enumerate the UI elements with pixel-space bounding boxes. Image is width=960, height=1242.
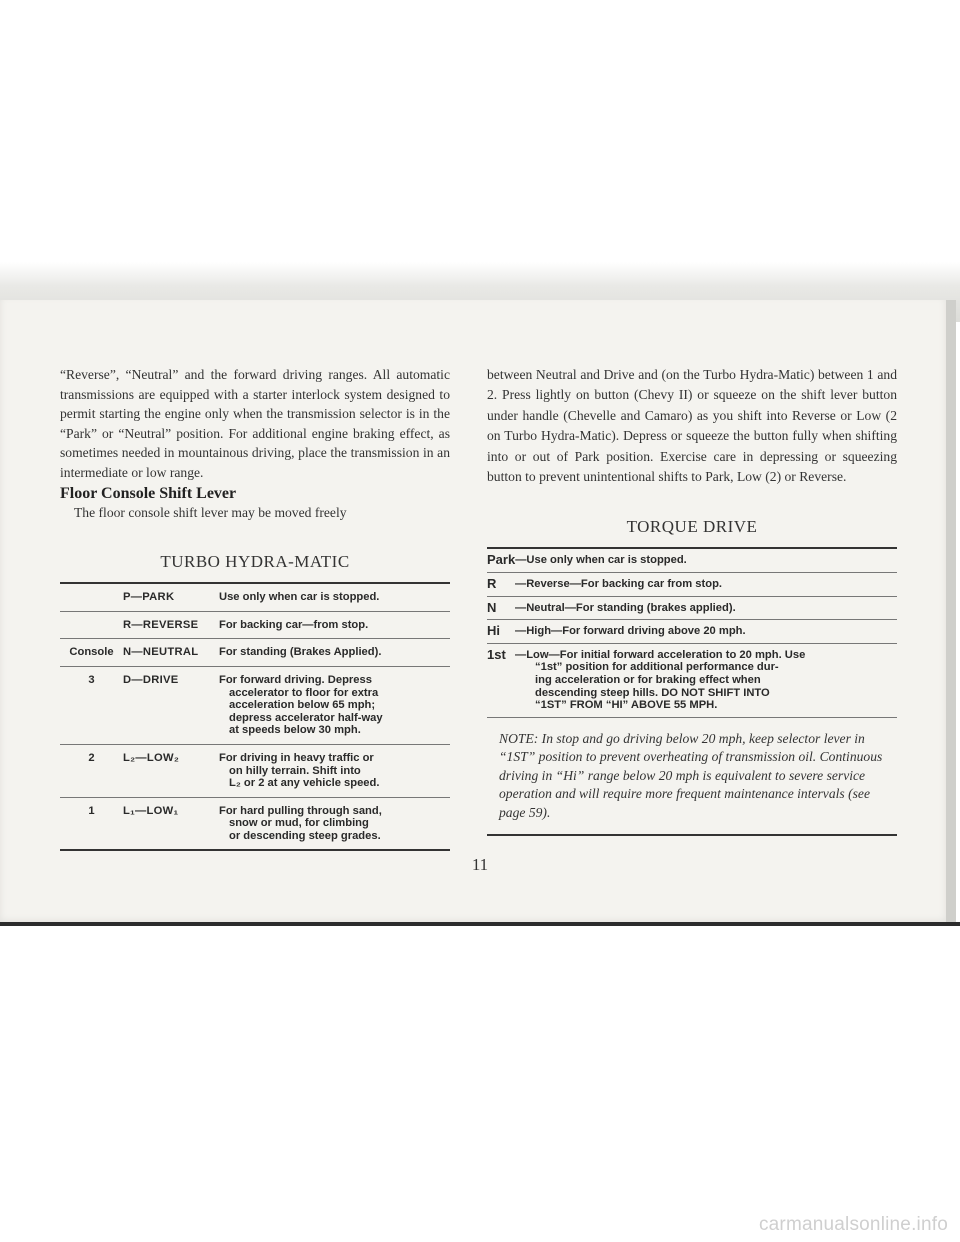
- description-line: acceleration below 65 mph;: [229, 699, 376, 712]
- row-description: [219, 752, 450, 790]
- table-row: [487, 620, 897, 643]
- row-description: [515, 554, 897, 567]
- page-bottom-edge: [0, 922, 960, 926]
- description-line: ing acceleration or for braking effect when: [535, 674, 761, 686]
- torque-note: NOTE: In stop and go driving below 20 mph, keep selector lever in “1ST” position to prevent overheating of transmission oil. Continuous driving in “Hi” range below 20 mph is equivalent to severe service operation and will require more frequent maintenance intervals (see page 59).: [499, 730, 883, 820]
- description-line: “1st” position for additional performance dur-: [535, 661, 779, 674]
- description-line: —High—For forward driving above 20 mph.: [515, 625, 746, 638]
- table-row: [487, 597, 897, 620]
- description-line: Use only when car is stopped.: [219, 591, 380, 604]
- row-key: R: [487, 576, 497, 592]
- row-description: [515, 578, 897, 591]
- row-position: L₁—LOW₁: [123, 804, 179, 817]
- left-column: [60, 365, 450, 851]
- table-row: [487, 573, 897, 596]
- row-description: [219, 674, 450, 737]
- description-line: —Low—For initial forward acceleration to 20 mph. Use: [515, 648, 806, 661]
- table-row: [60, 798, 450, 850]
- right-column: [487, 365, 897, 836]
- note-bottom-rule: [487, 834, 897, 836]
- row-description: [219, 805, 450, 843]
- row-description: [219, 591, 450, 604]
- description-line: —Neutral—For standing (brakes applied).: [515, 601, 736, 614]
- description-line: on hilly terrain. Shift into: [229, 764, 361, 777]
- section-heading: Floor Console Shift Lever: [60, 484, 237, 502]
- watermark: carmanualsonline.info: [758, 1214, 948, 1235]
- row-description: [515, 602, 897, 615]
- row-position: R—REVERSE: [123, 618, 199, 631]
- description-line: For hard pulling through sand,: [219, 804, 382, 817]
- row-description: [515, 625, 897, 638]
- row-key: N: [487, 599, 497, 615]
- description-line: at speeds below 30 mph.: [229, 724, 361, 737]
- description-line: For driving in heavy traffic or: [219, 751, 374, 764]
- row-description: [219, 646, 450, 659]
- table-row: [60, 639, 450, 666]
- right-paragraph: between Neutral and Drive and (on the Turbo Hydra-Matic) between 1 and 2. Press lightly on button (Chevy II) or squeeze on the shift lever button under handle (Chevelle and Camaro) as you shift into Reverse or Low (2 on Turbo Hydra-Matic). Depress or squeeze the button fully when shifting into or out of Park position. Exercise care in depressing or squeezing button to prevent unintentional shifts to Park, Low (2) or Reverse.: [487, 367, 897, 485]
- page-number: 11: [471, 855, 489, 874]
- table-row: [60, 745, 450, 797]
- table-bottom-rule: [60, 849, 450, 851]
- row-position: D—DRIVE: [123, 673, 179, 686]
- row-position: N—NEUTRAL: [123, 646, 199, 659]
- table-row: [60, 612, 450, 639]
- description-line: depress accelerator half-way: [229, 711, 383, 724]
- description-line: L₂ or 2 at any vehicle speed.: [229, 777, 380, 790]
- table-row: [487, 549, 897, 572]
- description-line: “1ST” FROM “HI” ABOVE 55 MPH.: [535, 699, 718, 712]
- description-line: accelerator to floor for extra: [229, 686, 379, 699]
- row-label: 1: [88, 804, 95, 817]
- intro-paragraph: “Reverse”, “Neutral” and the forward driving ranges. All automatic transmissions are equipped with a starter interlock system designed to permit starting the engine only when the transmission selector is in the “Park” or “Neutral” position. For additional engine braking effect, as sometimes needed in mountainous driving, place the transmission in an intermediate or low range.: [60, 367, 450, 480]
- row-key: Hi: [487, 623, 500, 639]
- torque-table: [487, 549, 897, 716]
- section-paragraph: The floor console shift lever may be moved freely: [74, 504, 347, 520]
- description-line: For backing car—from stop.: [219, 618, 369, 631]
- turbo-table-title: TURBO HYDRA-MATIC: [160, 552, 350, 572]
- torque-table-title: TORQUE DRIVE: [626, 517, 758, 537]
- row-key: Park: [487, 552, 516, 568]
- description-line: For standing (Brakes Applied).: [219, 646, 382, 659]
- table-row: [60, 584, 450, 611]
- description-line: —Use only when car is stopped.: [515, 554, 687, 567]
- table-row: [60, 667, 450, 744]
- row-description: [219, 619, 450, 632]
- row-label: Console: [69, 646, 114, 659]
- row-position: P—PARK: [123, 591, 175, 604]
- table-row: [487, 644, 897, 717]
- row-label: 3: [88, 673, 95, 686]
- description-line: —Reverse—For backing car from stop.: [515, 578, 723, 591]
- description-line: snow or mud, for climbing: [229, 817, 369, 830]
- description-line: descending steep hills. DO NOT SHIFT INTO: [535, 686, 770, 699]
- row-label: 2: [88, 751, 95, 764]
- description-line: For forward driving. Depress: [219, 673, 372, 686]
- row-key: 1st: [487, 646, 506, 662]
- row-description: [515, 649, 897, 712]
- description-line: or descending steep grades.: [229, 829, 381, 842]
- turbo-table: [60, 584, 450, 849]
- row-position: L₂—LOW₂: [123, 751, 180, 764]
